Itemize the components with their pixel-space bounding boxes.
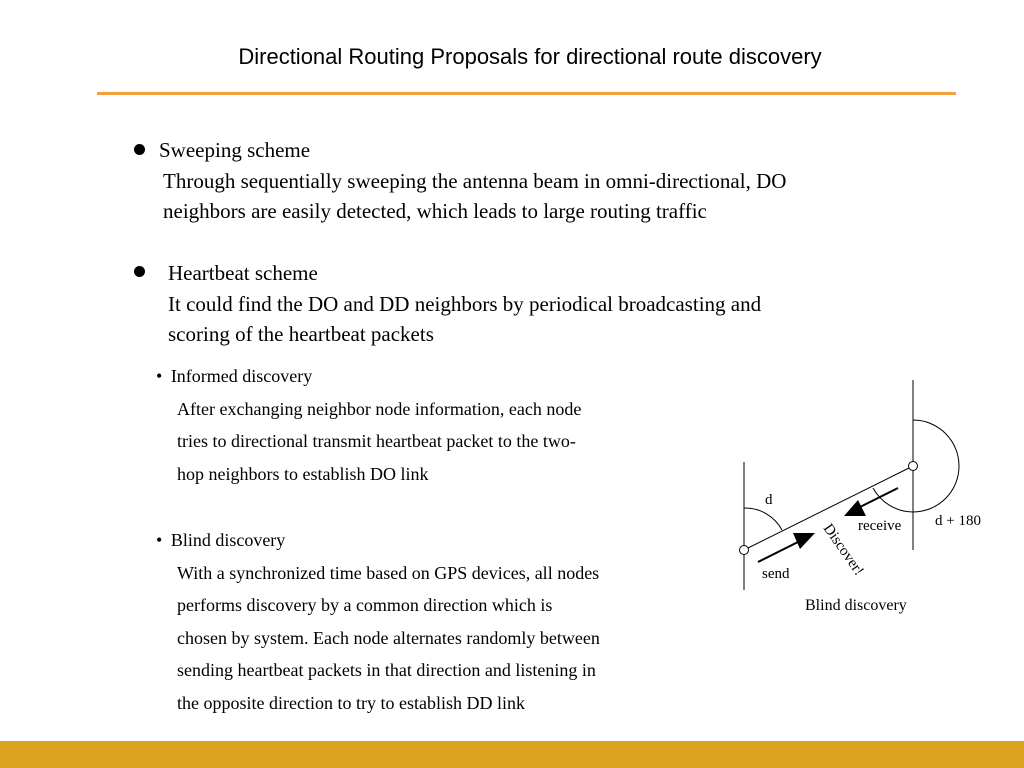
blind-discovery-diagram	[730, 375, 1000, 590]
send-arrow-head	[793, 533, 815, 549]
sub-bullet-line: sending heartbeat packets in that direction and listening in	[177, 660, 596, 680]
bullet-text-line: Through sequentially sweeping the antenna beam in omni-directional, DO	[163, 168, 787, 193]
bullet-dot	[134, 144, 145, 155]
sender-node	[740, 546, 749, 555]
slide-title: Directional Routing Proposals for directional route discovery	[238, 44, 822, 69]
diagram-caption: Blind discovery	[805, 597, 907, 614]
bullet-text-line: scoring of the heartbeat packets	[168, 322, 434, 346]
label-d180: d + 180	[935, 513, 981, 529]
label-send: send	[762, 566, 790, 582]
sub-bullet-heading: Blind discovery	[170, 530, 286, 550]
bottom-bar	[0, 741, 1024, 768]
label-discover: Discover!	[819, 521, 867, 579]
bullet-heartbeat	[168, 258, 761, 350]
sub-bullet-line: performs discovery by a common direction which is	[177, 595, 553, 615]
sub-bullet-heading: Informed discovery	[170, 366, 313, 386]
label-receive: receive	[858, 518, 902, 534]
sub-bullet-line: hop neighbors to establish DO link	[177, 463, 429, 484]
sub-bullet-line: chosen by system. Each node alternates randomly between	[177, 627, 600, 648]
sub-bullet-marker: •	[156, 530, 163, 550]
title-divider	[97, 92, 956, 95]
bullet-sweeping	[159, 135, 786, 227]
bullet-text-line: It could find the DO and DD neighbors by periodical broadcasting and	[168, 291, 762, 316]
send-arrow-shaft	[758, 541, 800, 562]
receive-arrow-head	[844, 500, 866, 516]
receiver-node	[909, 462, 918, 471]
bullet-dot	[134, 266, 145, 277]
sub-bullet-line: With a synchronized time based on GPS devices, all nodes	[177, 562, 600, 583]
angle-arc-d	[744, 508, 782, 530]
sub-bullet-blind	[156, 524, 600, 719]
sub-bullet-informed	[156, 360, 581, 490]
label-d: d	[765, 492, 773, 508]
bullet-heading: Heartbeat scheme	[168, 261, 318, 285]
bullet-text-line: neighbors are easily detected, which leads to large routing traffic	[163, 199, 707, 223]
sub-bullet-line: tries to directional transmit heartbeat packet to the two-	[177, 431, 576, 451]
receive-arrow-shaft	[860, 488, 898, 507]
sub-bullet-line: After exchanging neighbor node information, each node	[177, 398, 582, 419]
sub-bullet-marker: •	[156, 366, 163, 386]
bullet-heading: Sweeping scheme	[159, 138, 311, 162]
sub-bullet-line: the opposite direction to try to establish DD link	[177, 692, 525, 713]
